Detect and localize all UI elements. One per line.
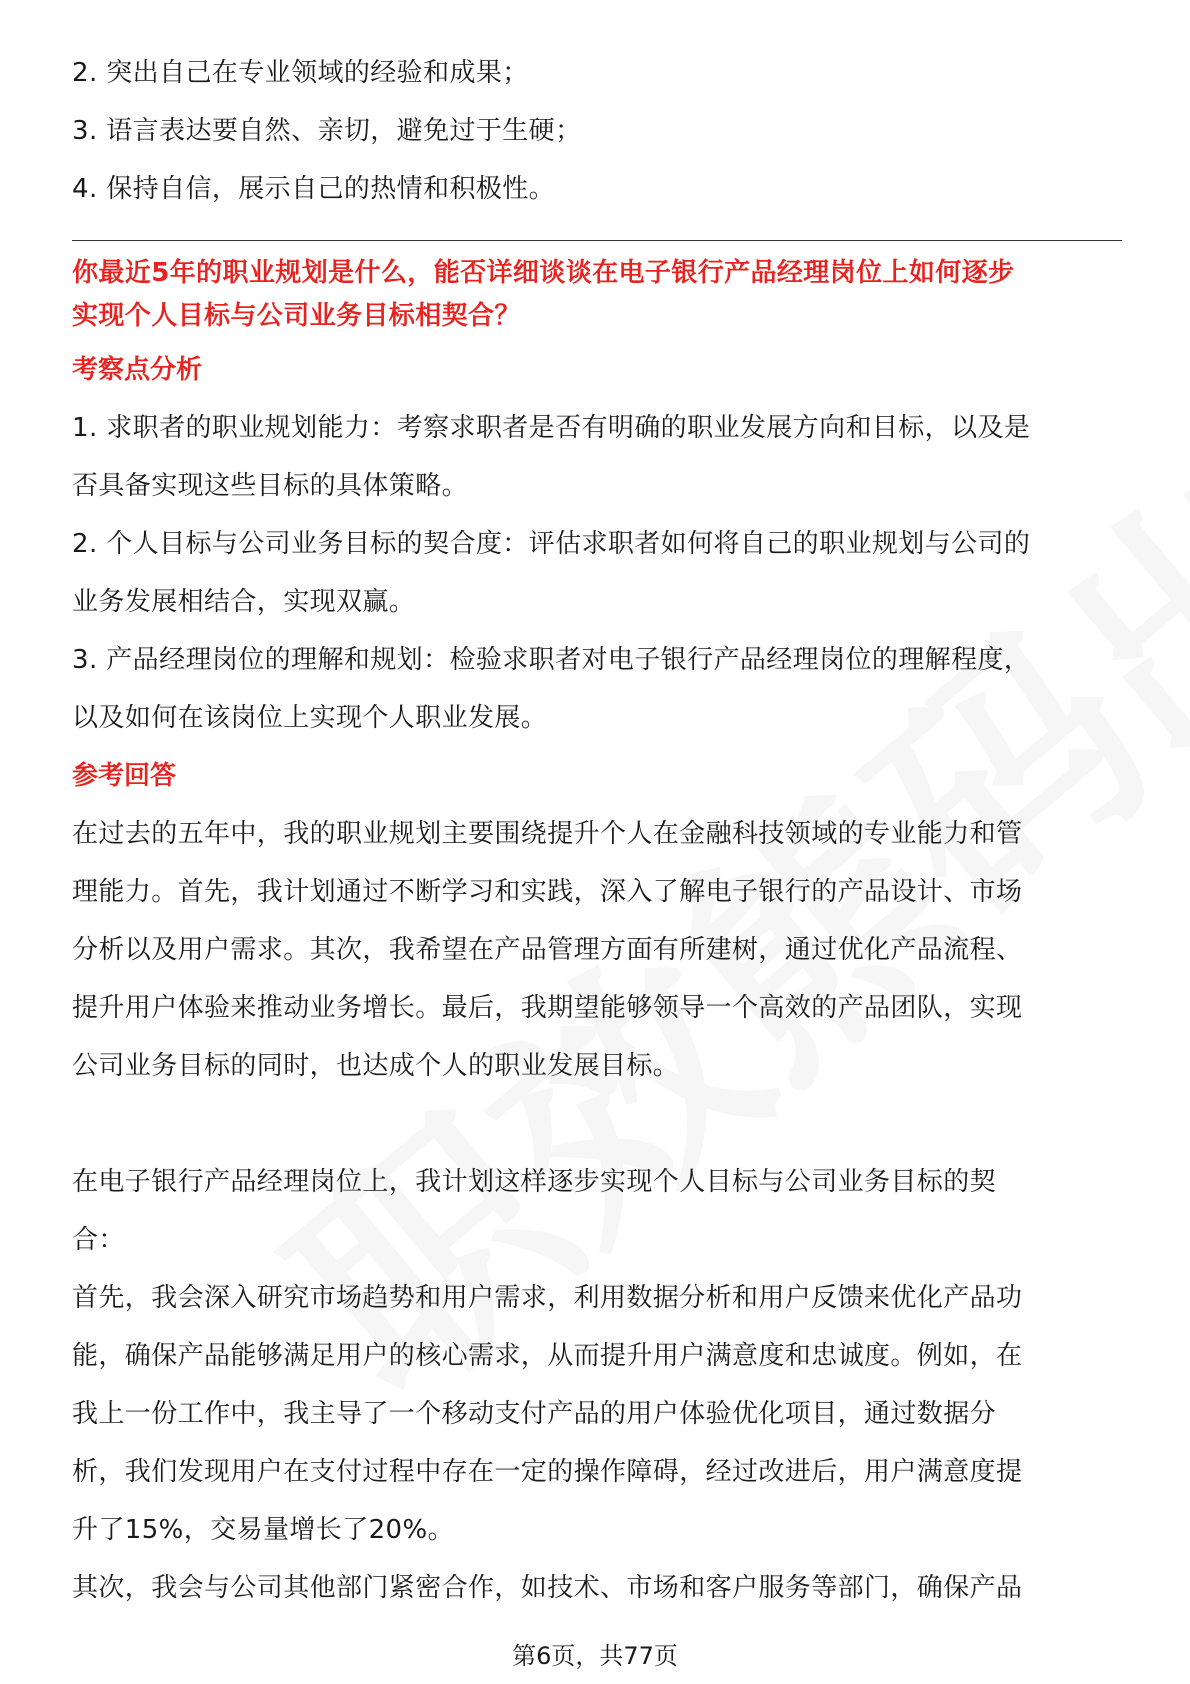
answer-line: 公司业务目标的同时，也达成个人的职业发展目标。 [72, 1051, 680, 1081]
question-heading [72, 255, 1122, 335]
analysis-line: 以及如何在该岗位上实现个人职业发展。 [72, 703, 548, 733]
analysis-line: 3. 产品经理岗位的理解和规划：检验求职者对电子银行产品经理岗位的理解程度， [72, 645, 1031, 675]
analysis-line: 业务发展相结合，实现双赢。 [72, 587, 416, 617]
answer-line: 我上一份工作中，我主导了一个移动支付产品的用户体验优化项目，通过数据分 [72, 1399, 997, 1429]
answer-line: 其次，我会与公司其他部门紧密合作，如技术、市场和客户服务等部门，确保产品 [72, 1573, 1023, 1603]
answer-paragraph-4 [72, 1559, 1122, 1617]
answer-line: 首先，我会深入研究市场趋势和用户需求，利用数据分析和用户反馈来优化产品功 [72, 1283, 1023, 1313]
answer-paragraph-3 [72, 1269, 1122, 1559]
page-content [72, 44, 1122, 1617]
answer-line: 析，我们发现用户在支付过程中存在一定的操作障碍，经过改进后，用户满意度提 [72, 1457, 1023, 1487]
answer-line: 理能力。首先，我计划通过不断学习和实践，深入了解电子银行的产品设计、市场 [72, 877, 1023, 907]
intro-list-item: 2. 突出自己在专业领域的经验和成果； [72, 58, 529, 88]
page-number: 第6页，共77页 [512, 1642, 678, 1670]
analysis-line: 2. 个人目标与公司业务目标的契合度：评估求职者如何将自己的职业规划与公司的 [72, 529, 1031, 559]
section-divider [72, 240, 1122, 241]
analysis-line: 否具备实现这些目标的具体策略。 [72, 471, 469, 501]
question-line: 你最近5年的职业规划是什么，能否详细谈谈在电子银行产品经理岗位上如何逐步 [72, 258, 1015, 288]
analysis-body [72, 399, 1122, 747]
answer-paragraph-1 [72, 805, 1122, 1095]
answer-line: 合： [72, 1225, 125, 1255]
answer-title: 参考回答 [72, 761, 177, 791]
answer-paragraph-2 [72, 1153, 1122, 1269]
intro-list-item: 4. 保持自信，展示自己的热情和积极性。 [72, 174, 556, 204]
analysis-line: 1. 求职者的职业规划能力：考察求职者是否有明确的职业发展方向和目标，以及是 [72, 413, 1031, 443]
answer-line: 在电子银行产品经理岗位上，我计划这样逐步实现个人目标与公司业务目标的契 [72, 1167, 997, 1197]
answer-line: 升了15%，交易量增长了20%。 [72, 1515, 454, 1545]
answer-line: 提升用户体验来推动业务增长。最后，我期望能够领导一个高效的产品团队，实现 [72, 993, 1023, 1023]
answer-line: 分析以及用户需求。其次，我希望在产品管理方面有所建树，通过优化产品流程、 [72, 935, 1023, 965]
answer-line: 在过去的五年中，我的职业规划主要围绕提升个人在金融科技领域的专业能力和管 [72, 819, 1023, 849]
paragraph-gap [72, 1095, 1122, 1153]
answer-line: 能，确保产品能够满足用户的核心需求，从而提升用户满意度和忠诚度。例如，在 [72, 1341, 1023, 1371]
intro-list-item: 3. 语言表达要自然、亲切，避免过于生硬； [72, 116, 582, 146]
question-line: 实现个人目标与公司业务目标相契合？ [72, 301, 521, 331]
analysis-title: 考察点分析 [72, 355, 203, 385]
